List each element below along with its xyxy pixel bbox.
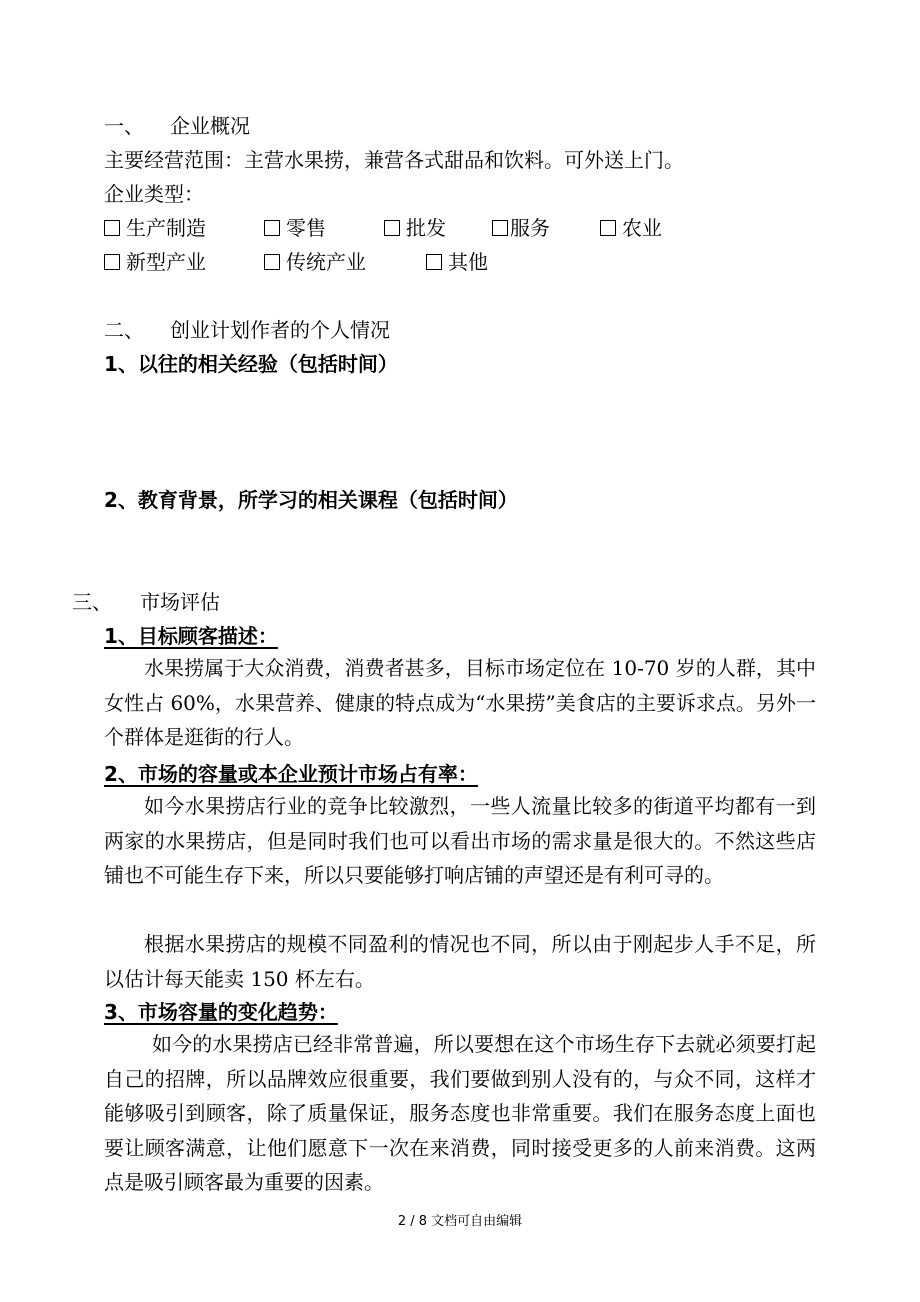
checkbox-icon[interactable] [426, 254, 442, 270]
checkbox-icon[interactable] [600, 220, 616, 236]
section1-number: 一、 [104, 114, 144, 138]
checkbox-icon[interactable] [104, 220, 120, 236]
option-new-industry[interactable]: 新型产业 [104, 250, 206, 274]
checkbox-icon[interactable] [492, 220, 508, 236]
market-capacity-body1: 如今水果捞店行业的竞争比较激烈，一些人流量比较多的街道平均都有一到两家的水果捞店，但是同时我们也可以看出市场的需求量是很大的。不然这些店铺也不可能生存下来，所以只要能够打响店铺的声望还是有利可寻的。 [104, 794, 816, 887]
option-traditional-industry[interactable]: 传统产业 [264, 250, 366, 274]
section2-heading [104, 318, 390, 342]
checkbox-icon[interactable] [264, 254, 280, 270]
capacity-trend-body: 如今的水果捞店已经非常普遍，所以要想在这个市场生存下去就必须要打起自己的招牌，所以品牌效应很重要，我们要做到别人没有的，与众不同，这样才能够吸引到顾客，除了质量保证，服务态度也非常重要。我们在服务态度上面也要让顾客满意，让他们愿意下一次在来消费，同时接受更多的人前来消费。这两点是吸引顾客最为重要的因素。 [104, 1032, 816, 1194]
option-agriculture[interactable]: 农业 [600, 216, 662, 240]
section3-number: 三、 [72, 590, 112, 614]
section2-item1: 1、以往的相关经验（包括时间） [104, 352, 398, 376]
option-service[interactable]: 服务 [492, 216, 550, 240]
option-wholesale[interactable]: 批发 [384, 216, 446, 240]
business-type-options-row2 [104, 250, 704, 274]
business-scope: 主要经营范围：主营水果捞，兼营各式甜品和饮料。可外送上门。 [104, 148, 684, 172]
target-customer-title: 1、目标顾客描述： [104, 624, 278, 648]
checkbox-icon[interactable] [264, 220, 280, 236]
section1-heading [104, 114, 250, 138]
page-footer: 2 / 8 文档可自由编辑 [397, 1214, 523, 1229]
option-other[interactable]: 其他 [426, 250, 488, 274]
business-type-options-row1 [104, 216, 704, 240]
section2-number: 二、 [104, 318, 144, 342]
checkbox-icon[interactable] [384, 220, 400, 236]
section1-title: 企业概况 [170, 114, 250, 138]
option-manufacturing[interactable]: 生产制造 [104, 216, 206, 240]
section2-title: 创业计划作者的个人情况 [170, 318, 390, 342]
capacity-trend-title: 3、市场容量的变化趋势： [104, 1000, 338, 1024]
market-capacity-body2: 根据水果捞店的规模不同盈利的情况也不同，所以由于刚起步人手不足，所以估计每天能卖 150 杯左右。 [104, 932, 816, 991]
section3-title: 市场评估 [140, 590, 220, 614]
market-capacity-title: 2、市场的容量或本企业预计市场占有率： [104, 762, 478, 786]
section2-item2: 2、教育背景，所学习的相关课程（包括时间） [104, 488, 518, 512]
checkbox-icon[interactable] [104, 254, 120, 270]
section3-heading [72, 590, 220, 614]
business-type-label: 企业类型： [104, 182, 204, 206]
option-retail[interactable]: 零售 [264, 216, 326, 240]
target-customer-body: 水果捞属于大众消费，消费者甚多，目标市场定位在 10-70 岁的人群，其中女性占 60%，水果营养、健康的特点成为“水果捞”美食店的主要诉求点。另外一个群体是逛街的行人。 [104, 656, 816, 749]
